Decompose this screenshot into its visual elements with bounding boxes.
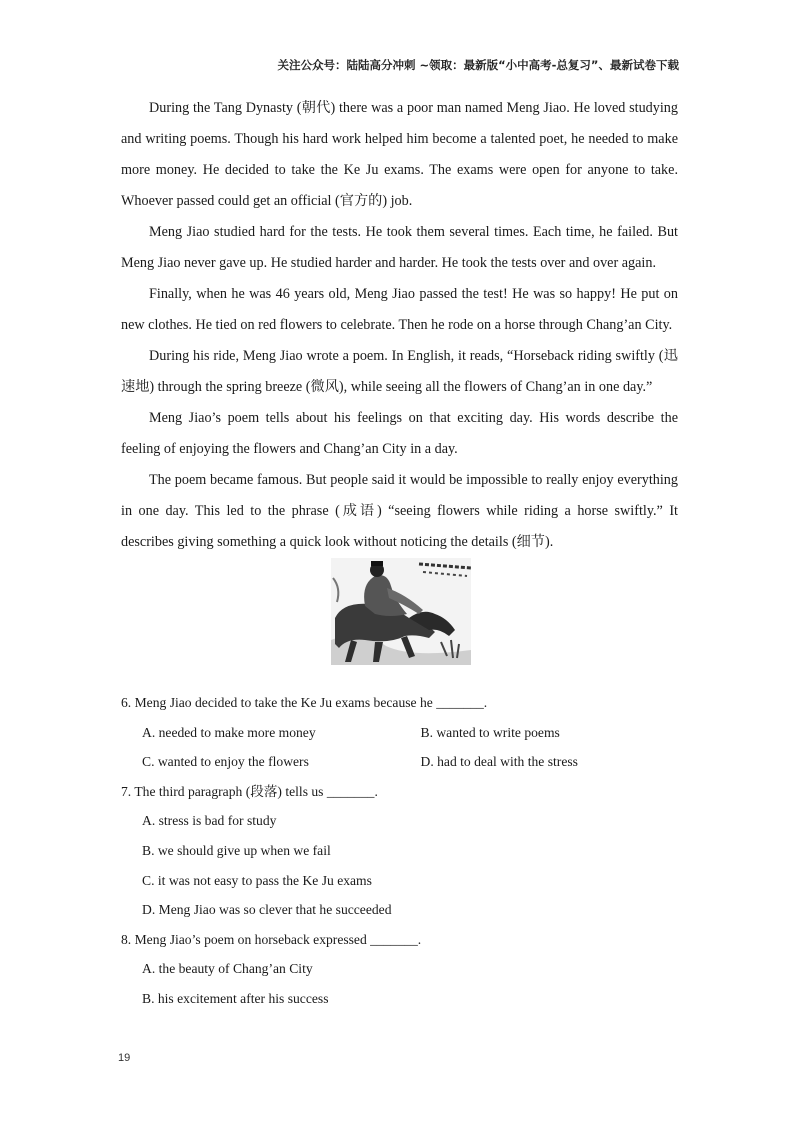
- question-8: [121, 925, 678, 1014]
- question-6: [121, 688, 678, 777]
- passage-paragraph: Finally, when he was 46 years old, Meng Jiao passed the test! He was so happy! He put on new clothes. He tied on red flowers to celebrate. Then he rode on a horse through Chang’an City.: [121, 286, 678, 333]
- option-c: C. it was not easy to pass the Ke Ju exams: [142, 872, 372, 888]
- option-b: B. we should give up when we fail: [142, 842, 331, 858]
- question-stem: 7. The third paragraph (段落) tells us _______.: [121, 783, 378, 799]
- question-list: [121, 688, 678, 1014]
- horse-rider-illustration: [331, 558, 471, 665]
- question-stem: 6. Meng Jiao decided to take the Ke Ju exams because he _______.: [121, 695, 488, 710]
- option-a: A. stress is bad for study: [142, 813, 277, 829]
- option-b: B. his excitement after his success: [142, 990, 329, 1006]
- question-7: [121, 777, 678, 925]
- passage-paragraph: During the Tang Dynasty (朝代) there was a poor man named Meng Jiao. He loved studying and writing poems. Though his hard work helped him become a talented poet, he needed to make more money. He decided to take the Ke Ju exams. The exams were open for anyone to take. Whoever passed could get an official (官方的) job.: [121, 100, 678, 209]
- passage-paragraph: The poem became famous. But people said it would be impossible to really enjoy everything in one day. This led to the phrase (成语) “seeing flowers while riding a horse swiftly.” It describes giving something a quick look without noticing the details (细节).: [121, 472, 678, 550]
- option-d: D. had to deal with the stress: [420, 754, 578, 770]
- page-number: 19: [118, 1052, 131, 1064]
- passage-paragraph: During his ride, Meng Jiao wrote a poem. In English, it reads, “Horseback riding swiftly (迅速地) through the spring breeze (微风), while seeing all the flowers of Chang’an in one day.”: [121, 348, 678, 395]
- option-c: C. wanted to enjoy the flowers: [142, 754, 309, 770]
- reading-passage: [121, 93, 678, 558]
- passage-paragraph: Meng Jiao’s poem tells about his feelings on that exciting day. His words describe the feeling of enjoying the flowers and Chang’an City in a day.: [121, 410, 678, 457]
- option-b: B. wanted to write poems: [420, 724, 560, 740]
- passage-paragraph: Meng Jiao studied hard for the tests. He took them several times. Each time, he failed. But Meng Jiao never gave up. He studied harder and harder. He took the tests over and over again.: [121, 224, 678, 271]
- option-a: A. needed to make more money: [142, 724, 316, 740]
- option-d: D. Meng Jiao was so clever that he succeeded: [142, 902, 392, 918]
- option-a: A. the beauty of Chang’an City: [142, 961, 313, 977]
- question-stem: 8. Meng Jiao’s poem on horseback expressed _______.: [121, 931, 422, 947]
- page-header: 关注公众号：陆陆高分冲刺 ~领取：最新版“小中高考-总复习”、最新试卷下载: [277, 58, 679, 72]
